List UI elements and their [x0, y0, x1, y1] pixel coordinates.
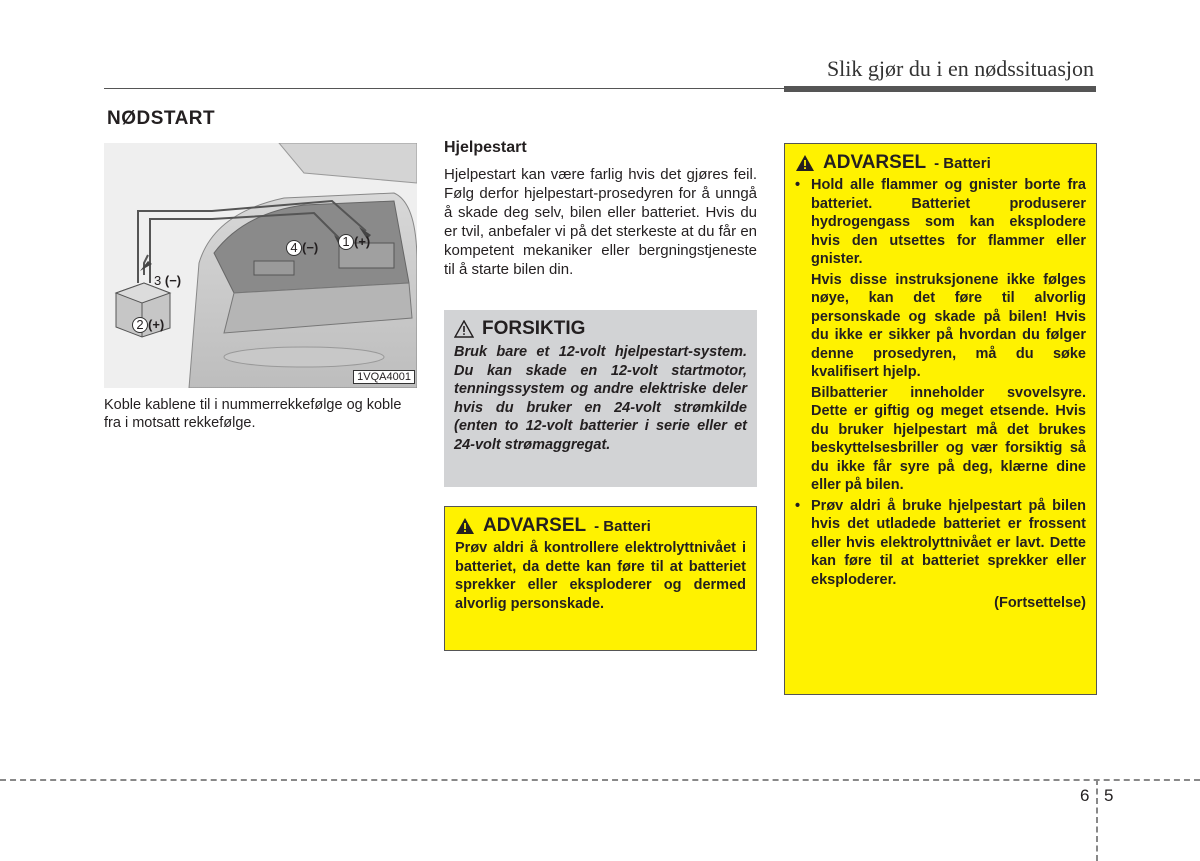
warning-triangle-icon: [795, 154, 815, 172]
warning-paragraph: Bilbatterier inneholder svovelsyre. Dette er giftig og meget etsende. Hvis du bruker hjelpestart må det brukes beskyttelsesbriller og vær forsiktig så du ikke får syre på deg, klærne dine eller på bilen.: [811, 384, 1086, 493]
warning-bullet: [795, 497, 1086, 592]
hjelpestart-heading: Hjelpestart: [444, 139, 527, 156]
warning-list: [795, 176, 1086, 591]
page-number-separator: [1096, 779, 1098, 861]
illustration-label-4: 4 (−): [286, 240, 318, 256]
warning-header: [795, 152, 1086, 174]
warning-box-battery: [784, 143, 1097, 695]
car-trunk-drawing: [104, 143, 417, 388]
warning-title: ADVARSEL: [483, 515, 587, 536]
caution-triangle-icon: [454, 320, 474, 338]
warning-bullet: [795, 176, 1086, 497]
bullet-icon: •: [795, 497, 801, 514]
caution-text: Bruk bare et 12-volt hjelpestart-system. Du kan skade en 12-volt startmotor, tenningssystem og andre elektriske deler hvis du bruker en 24-volt strømkilde (enten to 12-volt batterier i serie eller et 24-volt strømaggregat.: [454, 344, 747, 453]
page-number: 5: [1104, 786, 1114, 805]
warning-subtitle: - Batteri: [594, 517, 651, 535]
illustration-code: 1VQA4001: [353, 370, 415, 384]
running-header: Slik gjør du i en nødssituasjon: [826, 56, 1094, 81]
illustration-label-2: 2 (+): [132, 317, 164, 333]
bullet-icon: •: [795, 177, 801, 193]
hjelpestart-text: Hjelpestart kan være farlig hvis det gjøres feil. Følg derfor hjelpestart-prosedyren for å unngå å skade deg selv, bilen eller batteriet. Hvis du er tvil, anbefaler vi på det sterkeste at du får en kompetent mekaniker eller bergningstjeneste til å starte bilen din.: [444, 166, 757, 278]
caution-title: FORSIKTIG: [482, 318, 586, 339]
footer-rule: [0, 779, 1200, 781]
section-title: NØDSTART: [107, 108, 216, 129]
warning-paragraph: Prøv aldri å bruke hjelpestart på bilen hvis det utladede batteriet er frossent eller hvis elektrolyttnivået er lavt. Dette kan føre til at batteriet sprekker eller eksploderer.: [811, 497, 1086, 588]
illustration-caption: Koble kablene til i nummerrekkefølge og koble fra i motsatt rekkefølge.: [104, 397, 402, 431]
illustration-label-1: 1 (+): [338, 234, 370, 250]
warning-triangle-icon: [455, 517, 475, 535]
header-rule-accent: [784, 86, 1096, 92]
chapter-number: 6: [1080, 786, 1090, 805]
jump-start-illustration: [104, 143, 417, 388]
caution-box: [444, 310, 757, 487]
caution-header: [454, 318, 747, 340]
warning-paragraph: Hold alle flammer og gnister borte fra batteriet. Batteriet produserer hydrogengass som kan eksplodere hvis den utsettes for flammer eller gnister.: [811, 177, 1086, 267]
continued-note: (Fortsettelse): [994, 595, 1086, 611]
warning-subtitle: - Batteri: [934, 154, 991, 172]
warning-paragraph: Hvis disse instruksjonene ikke følges nøye, kan det føre til alvorlig personskade og skade på bilen! Hvis du ikke er sikker på hvordan du følger denne prosedyren, må du søke kvalifisert hjelp.: [811, 271, 1086, 380]
warning-box-battery-check: [444, 506, 757, 651]
warning-text: Prøv aldri å kontrollere elektrolyttnivået i batteriet, da dette kan føre til at batteriet sprekker eller eksploderer og dermed alvorlig personskade.: [455, 540, 746, 612]
warning-title: ADVARSEL: [823, 152, 927, 173]
illustration-label-3: 3 (−): [154, 273, 182, 288]
warning-header: [455, 515, 746, 537]
